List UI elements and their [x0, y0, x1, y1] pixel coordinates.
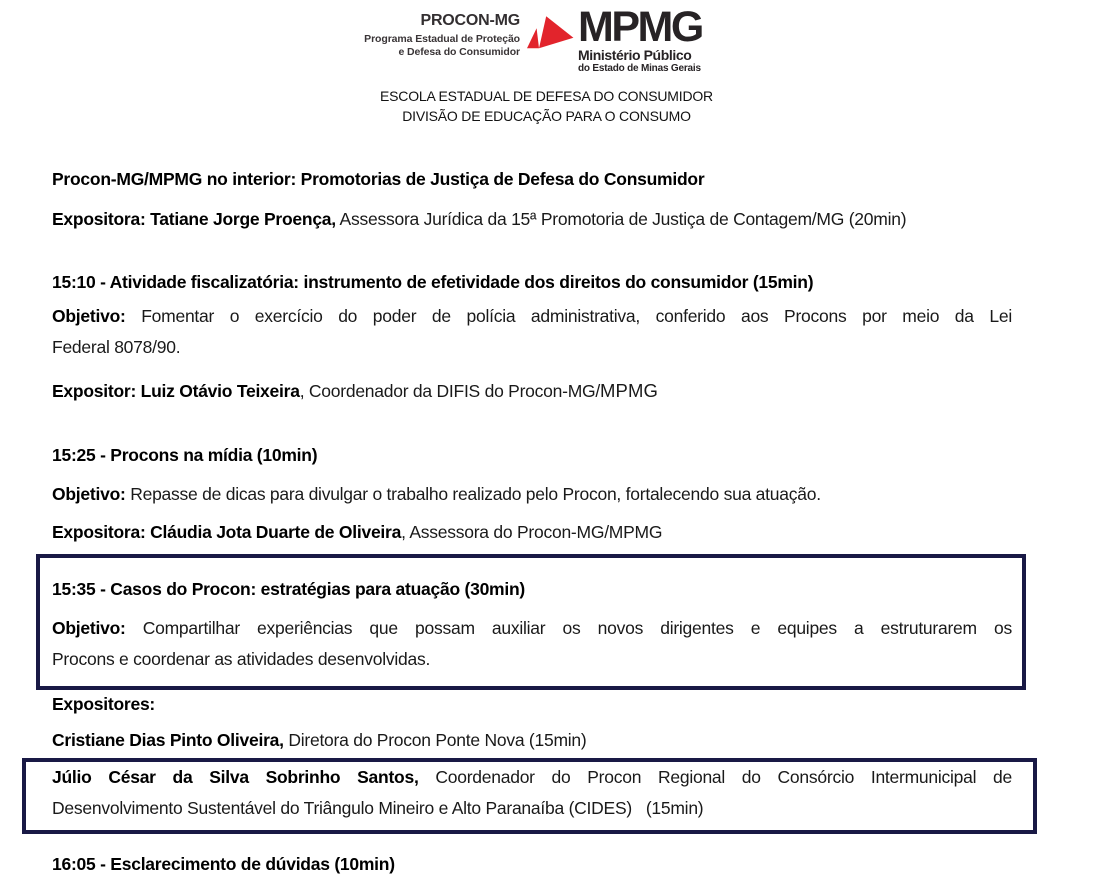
- session-4-title: 15:35 - Casos do Procon: estratégias para atuação (30min): [52, 579, 525, 599]
- objective-label: Objetivo:: [52, 484, 126, 504]
- objective-label: Objetivo:: [52, 306, 126, 326]
- highlight-box-speaker-julio: [22, 758, 1037, 834]
- procon-logo-title: PROCON-MG: [420, 12, 520, 29]
- session-2-title: 15:10 - Atividade fiscalizatória: instrumento de efetividade dos direitos do consumidor (15min): [52, 272, 814, 292]
- session-3-speaker: [52, 517, 1012, 547]
- mpmg-logo-acronym: MPMG: [578, 3, 702, 51]
- speaker-julio-line1: [52, 762, 1012, 793]
- session-2-speaker-role-suffix: MPMG: [600, 380, 658, 401]
- speakers-heading: Expositores:: [52, 694, 155, 714]
- session-2-objective-line1: [52, 301, 1012, 331]
- institution-heading-line1: ESCOLA ESTADUAL DE DEFESA DO CONSUMIDOR: [380, 88, 713, 104]
- objective-label: Objetivo:: [52, 618, 126, 638]
- session-1-speaker-name: Expositora: Tatiane Jorge Proença,: [52, 209, 336, 229]
- session-3-speaker-role: , Assessora do Procon-MG/MPMG: [401, 522, 663, 542]
- session-1-speaker-role: Assessora Jurídica da 15ª Promotoria de Justiça de Contagem/MG (20min): [335, 209, 907, 229]
- mpmg-logo-name-line1: Ministério Público: [578, 47, 692, 63]
- session-2-objective-text: Fomentar o exercício do poder de polícia administrativa, conferido aos Procons por meio da Lei: [125, 306, 1012, 326]
- session-1-title: Procon-MG/MPMG no interior: Promotorias de Justiça de Defesa do Consumidor: [52, 169, 705, 189]
- speaker-cristiane-name: Cristiane Dias Pinto Oliveira,: [52, 730, 284, 750]
- session-2-speaker-role: , Coordenador da DIFIS do Procon-MG/: [299, 381, 600, 401]
- procon-logo-subtitle-line1: Programa Estadual de Proteção: [364, 33, 520, 45]
- session-2-speaker: [52, 376, 1012, 406]
- institution-heading: [0, 87, 1093, 126]
- highlight-box-session-4: [36, 554, 1026, 690]
- mpmg-logo-text: [578, 3, 702, 75]
- session-1-speaker: [52, 204, 1012, 234]
- session-4-objective-text: Compartilhar experiências que possam auxiliar os novos dirigentes e equipes a estruturarem os: [125, 618, 1012, 638]
- session-3-title: 15:25 - Procons na mídia (10min): [52, 445, 318, 465]
- speaker-cristiane-role: Diretora do Procon Ponte Nova (15min): [283, 730, 587, 750]
- institution-heading-line2: DIVISÃO DE EDUCAÇÃO PARA O CONSUMO: [402, 107, 691, 124]
- session-4-objective-line2: Procons e coordenar as atividades desenvolvidas.: [52, 649, 431, 669]
- mpmg-arrow-icon: [527, 13, 575, 53]
- session-4-objective-line1: [52, 613, 1012, 644]
- session-5-title: 16:05 - Esclarecimento de dúvidas (10min): [52, 854, 395, 874]
- procon-logo-subtitle-line2: e Defesa do Consumidor: [398, 45, 520, 58]
- procon-logo: [330, 12, 520, 58]
- session-2-speaker-name: Expositor: Luiz Otávio Teixeira: [52, 381, 300, 401]
- session-3-objective: [52, 479, 1012, 509]
- speaker-julio-line2: Desenvolvimento Sustentável do Triângulo Mineiro e Alto Paranaíba (CIDES) (15min): [52, 798, 704, 818]
- speaker-cristiane: [52, 725, 1012, 755]
- mpmg-logo-name-line2: do Estado de Minas Gerais: [578, 63, 701, 74]
- session-2-objective-line2: Federal 8078/90.: [52, 337, 181, 357]
- session-3-speaker-name: Expositora: Cláudia Jota Duarte de Oliveira: [52, 522, 402, 542]
- session-3-objective-text: Repasse de dicas para divulgar o trabalho realizado pelo Procon, fortalecendo sua atuação.: [125, 484, 821, 504]
- mpmg-logo: [527, 3, 702, 75]
- speaker-julio-role: Coordenador do Procon Regional do Consórcio Intermunicipal de: [418, 767, 1013, 787]
- speaker-julio-name: Júlio César da Silva Sobrinho Santos,: [52, 767, 419, 787]
